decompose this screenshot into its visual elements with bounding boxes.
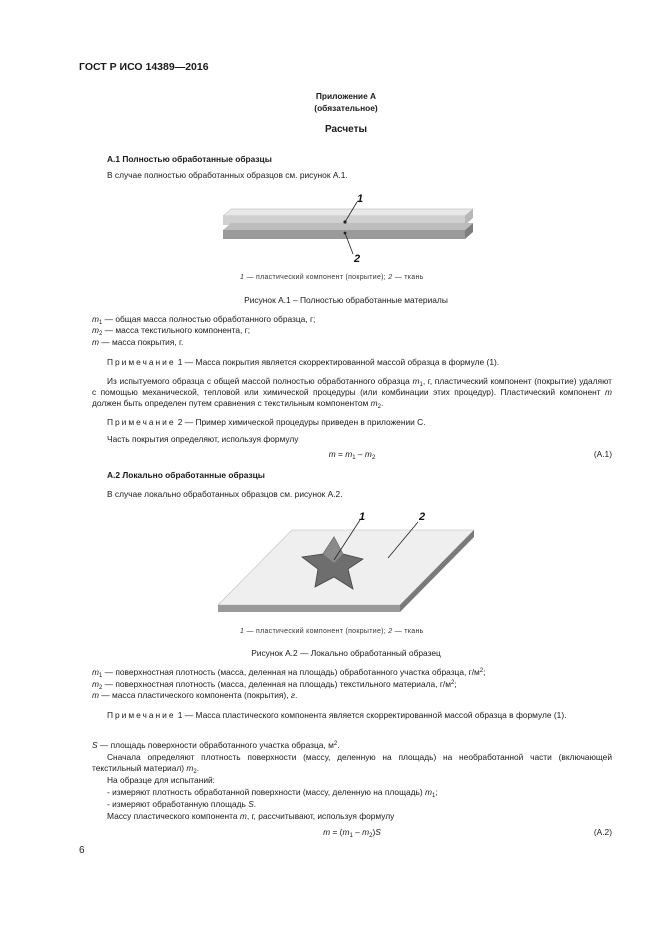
figure-a2-label-1: 1 bbox=[359, 511, 366, 523]
appendix-heading: Расчеты bbox=[324, 124, 368, 135]
s-definition: S — площадь поверхности обработанного участка образца, $м^2$. bbox=[92, 740, 340, 750]
figure-a2 bbox=[212, 508, 482, 618]
formula-a2-number: (А.2) bbox=[593, 827, 612, 837]
figure-a1 bbox=[215, 192, 475, 264]
section-a2-heading: А.2 Локально обработанные образцы bbox=[107, 470, 265, 480]
note-a1-2: Примечание 2 — Пример химической процедуры приведен в приложении С. bbox=[107, 417, 426, 427]
def-line: $m_1$ — общая масса полностью обработанного образца, г; bbox=[92, 314, 316, 326]
section-a1-heading: А.1 Полностью обработанные образцы bbox=[107, 154, 272, 164]
standard-header: ГОСТ Р ИСО 14389—2016 bbox=[79, 61, 209, 73]
figure-a1-caption: Рисунок А.1 – Полностью обработанные материалы bbox=[244, 295, 448, 305]
note-a1-1: Примечание 1 — Масса покрытия является скорректированной массой образца в формуле (1). bbox=[107, 357, 500, 367]
figure-a1-legend: 1 — пластический компонент (покрытие); 2 — ткань bbox=[240, 274, 424, 281]
paragraph-a1-1: Из испытуемого образца с общей массой полностью обработанного образца $m_1$, г, пластический компонент (покрытие) удаляют с помощью механической, тепловой или химической процедуры (или комбинации этих процедур). Пластический компонент m должен быть определен путем сравнения с текстильным компонентом $m_2$. bbox=[92, 376, 612, 410]
figure-a2-label-2: 2 bbox=[419, 511, 426, 523]
note-a2-1: Примечание 1 — Масса пластического компонента является скорректированной массой образца в формуле (1). bbox=[107, 710, 567, 720]
formula-a1: $m = m_1 - m_2$ (А.1) bbox=[328, 449, 612, 461]
section-a2-intro: В случае локально обработанных образцов см. рисунок А.2. bbox=[107, 489, 343, 499]
def-line: m — масса покрытия, г. bbox=[92, 337, 184, 347]
figure-a1-layers bbox=[223, 202, 473, 254]
bullet-a2-2: - измеряют обработанную площадь S. bbox=[107, 799, 257, 809]
paragraph-a1-2: Часть покрытия определяют, используя формулу bbox=[107, 434, 299, 444]
paragraph-a2-2: На образце для испытаний: bbox=[107, 775, 215, 785]
figure-a1-label-1: 1 bbox=[357, 193, 364, 205]
bullet-a2-1: - измеряют плотность обработанной поверхности (массу, деленную на площадь) $m_1$; bbox=[107, 787, 438, 799]
paragraph-a2-3: Массу пластического компонента m, г, рассчитывают, используя формулу bbox=[107, 811, 395, 821]
page-number: 6 bbox=[79, 845, 85, 856]
figure-a1-label-2: 2 bbox=[354, 253, 361, 264]
formula-a1-number: (А.1) bbox=[593, 449, 612, 459]
appendix-subtitle: (обязательное) bbox=[314, 103, 378, 113]
formula-a2: $m = (m_1 - m_2)S$ (А.2) bbox=[323, 827, 612, 839]
section-a1-intro: В случае полностью обработанных образцов см. рисунок А.1. bbox=[107, 170, 348, 180]
def-line: $m_2$ — масса текстильного компонента, г; bbox=[92, 325, 251, 337]
def-line: $m_1$ — поверхностная плотность (масса, деленная на площадь) обработанного участка образца, $г/м^2$; bbox=[92, 667, 486, 679]
paragraph-a2-1: Сначала определяют плотность поверхности (массу, деленную на площадь) на необработанной части (включающей текстильный материал) $m_2$. bbox=[92, 752, 612, 775]
figure-a2-caption: Рисунок А.2 — Локально обработанный образец bbox=[251, 648, 441, 658]
appendix-title: Приложение А bbox=[315, 91, 377, 101]
def-line: $m_2$ — поверхностная плотность (масса, деленная на площадь) текстильного материала, $г/м^2$; bbox=[92, 679, 457, 691]
def-line: m — масса пластического компонента (покрытия), г. bbox=[92, 690, 298, 700]
figure-a2-legend: 1 — пластический компонент (покрытие); 2 — ткань bbox=[240, 628, 424, 635]
